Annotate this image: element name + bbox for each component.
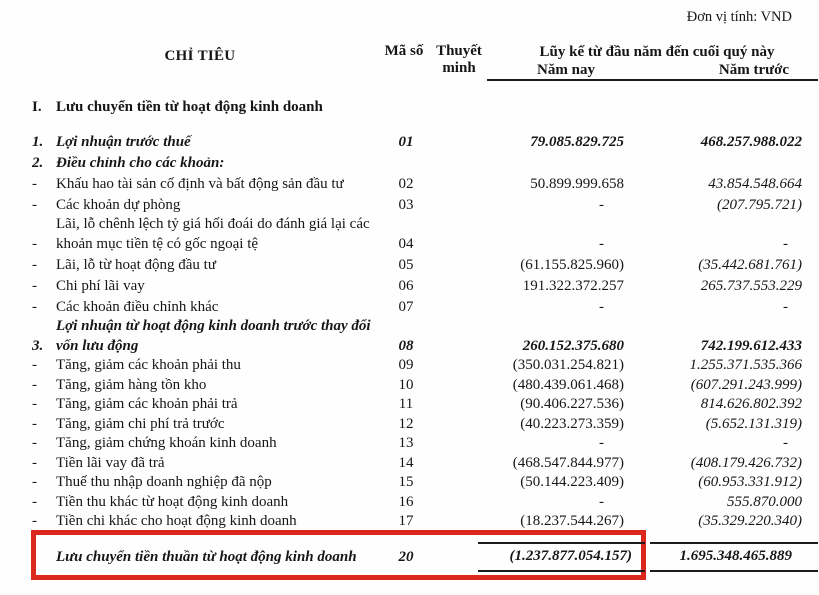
row-label: Lợi nhuận trước thuế (56, 133, 191, 150)
row-code: 03 (398, 196, 414, 213)
table-row (32, 415, 802, 435)
row-marker: - (32, 435, 37, 451)
row-value-nam-nay: (61.155.825.960) (520, 256, 624, 273)
row-label: Tăng, giảm chi phí trả trước (56, 415, 225, 432)
row-code: 12 (398, 415, 414, 432)
section-label: Lưu chuyển tiền từ hoạt động kinh doanh (56, 99, 323, 115)
unit-label: Đơn vị tính: VND (686, 9, 792, 25)
row-value-nam-truoc: (35.442.681.761) (698, 256, 802, 273)
row-code: 07 (398, 298, 414, 315)
row-code: 11 (398, 396, 414, 412)
row-value-nam-nay: 50.899.999.658 (530, 175, 624, 192)
row-label: Chi phí lãi vay (56, 277, 145, 294)
row-label: Tăng, giảm chứng khoán kinh doanh (56, 435, 277, 451)
table-row (32, 296, 802, 317)
row-value-nam-nay: 191.322.372.257 (522, 277, 624, 294)
table-row (32, 395, 802, 415)
row-code: 14 (398, 454, 414, 471)
row-marker: - (32, 513, 37, 529)
row-code: 01 (398, 133, 414, 150)
row-code: 08 (398, 337, 414, 354)
section-number: I. (32, 99, 42, 115)
row-code: 02 (398, 175, 414, 192)
column-header-nam-truoc: Năm trước (718, 62, 790, 78)
row-label: Thuế thu nhập doanh nghiệp đã nộp (56, 474, 272, 490)
table-row (32, 254, 802, 275)
table-row (32, 473, 802, 493)
column-header-nam-nay: Năm nay (537, 62, 595, 78)
row-value-nam-truoc: (60.953.331.912) (698, 474, 802, 490)
row-value-nam-nay: (40.223.273.359) (520, 415, 624, 432)
row-value-nam-nay: (90.406.227.536) (520, 396, 624, 412)
row-code: 04 (398, 235, 414, 252)
row-marker: - (32, 277, 37, 294)
row-marker: - (32, 256, 37, 273)
row-code: 13 (398, 435, 414, 451)
table-row (32, 152, 802, 173)
row-marker: - (32, 196, 37, 213)
row-value-nam-truoc: 555.870.000 (727, 493, 802, 510)
table-row (32, 376, 802, 396)
row-value-nam-nay: (350.031.254.821) (512, 357, 624, 373)
table-row (32, 512, 802, 532)
row-marker: 3. (32, 337, 44, 354)
table-row (32, 317, 802, 356)
row-code: 17 (398, 513, 414, 529)
column-header-ma-so: Mã số (384, 43, 424, 59)
row-label: Tăng, giảm hàng tồn kho (56, 376, 207, 393)
column-header-chi-tieu: CHỈ TIÊU (164, 48, 236, 64)
row-marker: - (32, 357, 37, 373)
row-value-nam-truoc: - (783, 235, 788, 252)
row-label: Các khoản điều chỉnh khác (56, 298, 219, 315)
row-marker: - (32, 376, 37, 393)
row-marker: - (32, 493, 37, 510)
total-row-code: 20 (398, 549, 414, 565)
row-code: 09 (398, 357, 414, 373)
row-label: Điều chỉnh cho các khoản: (56, 154, 225, 171)
row-value-nam-nay: - (599, 493, 604, 510)
row-label: Tăng, giảm các khoản phải trả (56, 396, 238, 412)
table-body (32, 131, 802, 532)
row-marker: - (32, 454, 37, 471)
row-label: Lãi, lỗ từ hoạt động đầu tư (56, 256, 216, 273)
row-label: Tiền thu khác từ hoạt động kinh doanh (56, 493, 289, 510)
table-row (32, 434, 802, 454)
total-row-value-nam-nay: (1.237.877.054.157) (478, 542, 645, 572)
row-code: 16 (398, 493, 414, 510)
row-value-nam-truoc: 814.626.802.392 (700, 396, 802, 412)
row-value-nam-nay: 260.152.375.680 (522, 337, 624, 354)
table-row (32, 275, 802, 296)
row-code: 06 (398, 277, 414, 294)
row-label: Tiền lãi vay đã trả (56, 454, 165, 471)
table-row (32, 194, 802, 215)
column-header-thuyet-minh: Thuyết minh (436, 43, 482, 77)
row-value-nam-nay: (18.237.544.267) (520, 513, 624, 529)
row-value-nam-truoc: (35.329.220.340) (698, 513, 802, 529)
table-row (32, 131, 802, 152)
row-value-nam-nay: - (599, 235, 604, 252)
section-heading-operating-activities (32, 99, 556, 116)
row-label: Lãi, lỗ chênh lệch tỷ giá hối đoái do đánh giá lại các khoản mục tiền tệ có gốc ngoại tệ (56, 216, 370, 252)
row-value-nam-truoc: 43.854.548.664 (708, 175, 802, 192)
row-value-nam-nay: 79.085.829.725 (530, 133, 624, 150)
row-value-nam-nay: - (599, 196, 604, 213)
row-code: 10 (398, 376, 414, 393)
row-marker: - (32, 298, 37, 315)
column-header-luy-ke: Lũy kế từ đầu năm đến cuối quý này (539, 44, 775, 60)
total-row-label: Lưu chuyển tiền thuần từ hoạt động kinh doanh (56, 549, 357, 565)
total-row-value-nam-truoc: 1.695.348.465.889 (650, 542, 818, 572)
row-label: Tăng, giảm các khoản phải thu (56, 357, 241, 373)
row-label: Lợi nhuận từ hoạt động kinh doanh trước thay đổi vốn lưu động (56, 318, 371, 354)
row-label: Các khoản dự phòng (56, 196, 181, 213)
row-value-nam-truoc: (408.179.426.732) (690, 454, 802, 471)
row-value-nam-nay: (480.439.061.468) (512, 376, 624, 393)
row-code: 05 (398, 256, 414, 273)
table-row (32, 454, 802, 474)
row-label: Khấu hao tài sản cố định và bất động sản đầu tư (56, 175, 344, 192)
table-row (32, 356, 802, 376)
table-row (32, 173, 802, 194)
row-value-nam-nay: - (599, 435, 604, 451)
row-value-nam-truoc: (207.795.721) (717, 196, 802, 213)
row-marker: 2. (32, 154, 44, 171)
row-marker: - (32, 415, 37, 432)
row-value-nam-truoc: 1.255.371.535.366 (689, 357, 802, 373)
row-value-nam-truoc: 742.199.612.433 (700, 337, 802, 354)
row-marker: 1. (32, 133, 44, 150)
row-label: Tiền chi khác cho hoạt động kinh doanh (56, 513, 297, 529)
row-value-nam-truoc: 468.257.988.022 (700, 133, 802, 150)
row-value-nam-truoc: (5.652.131.319) (705, 415, 802, 432)
row-value-nam-nay: - (599, 298, 604, 315)
row-marker: - (32, 235, 37, 252)
row-marker: - (32, 396, 37, 412)
row-marker: - (32, 474, 37, 490)
table-row (32, 493, 802, 513)
row-code: 15 (398, 474, 414, 490)
row-value-nam-nay: (50.144.223.409) (520, 474, 624, 490)
row-value-nam-truoc: - (783, 298, 788, 315)
header-underline (487, 79, 818, 81)
row-value-nam-nay: (468.547.844.977) (512, 454, 624, 471)
row-marker: - (32, 175, 37, 192)
table-row (32, 215, 802, 254)
row-value-nam-truoc: 265.737.553.229 (700, 277, 802, 294)
row-value-nam-truoc: (607.291.243.999) (690, 376, 802, 393)
row-value-nam-truoc: - (783, 435, 788, 451)
